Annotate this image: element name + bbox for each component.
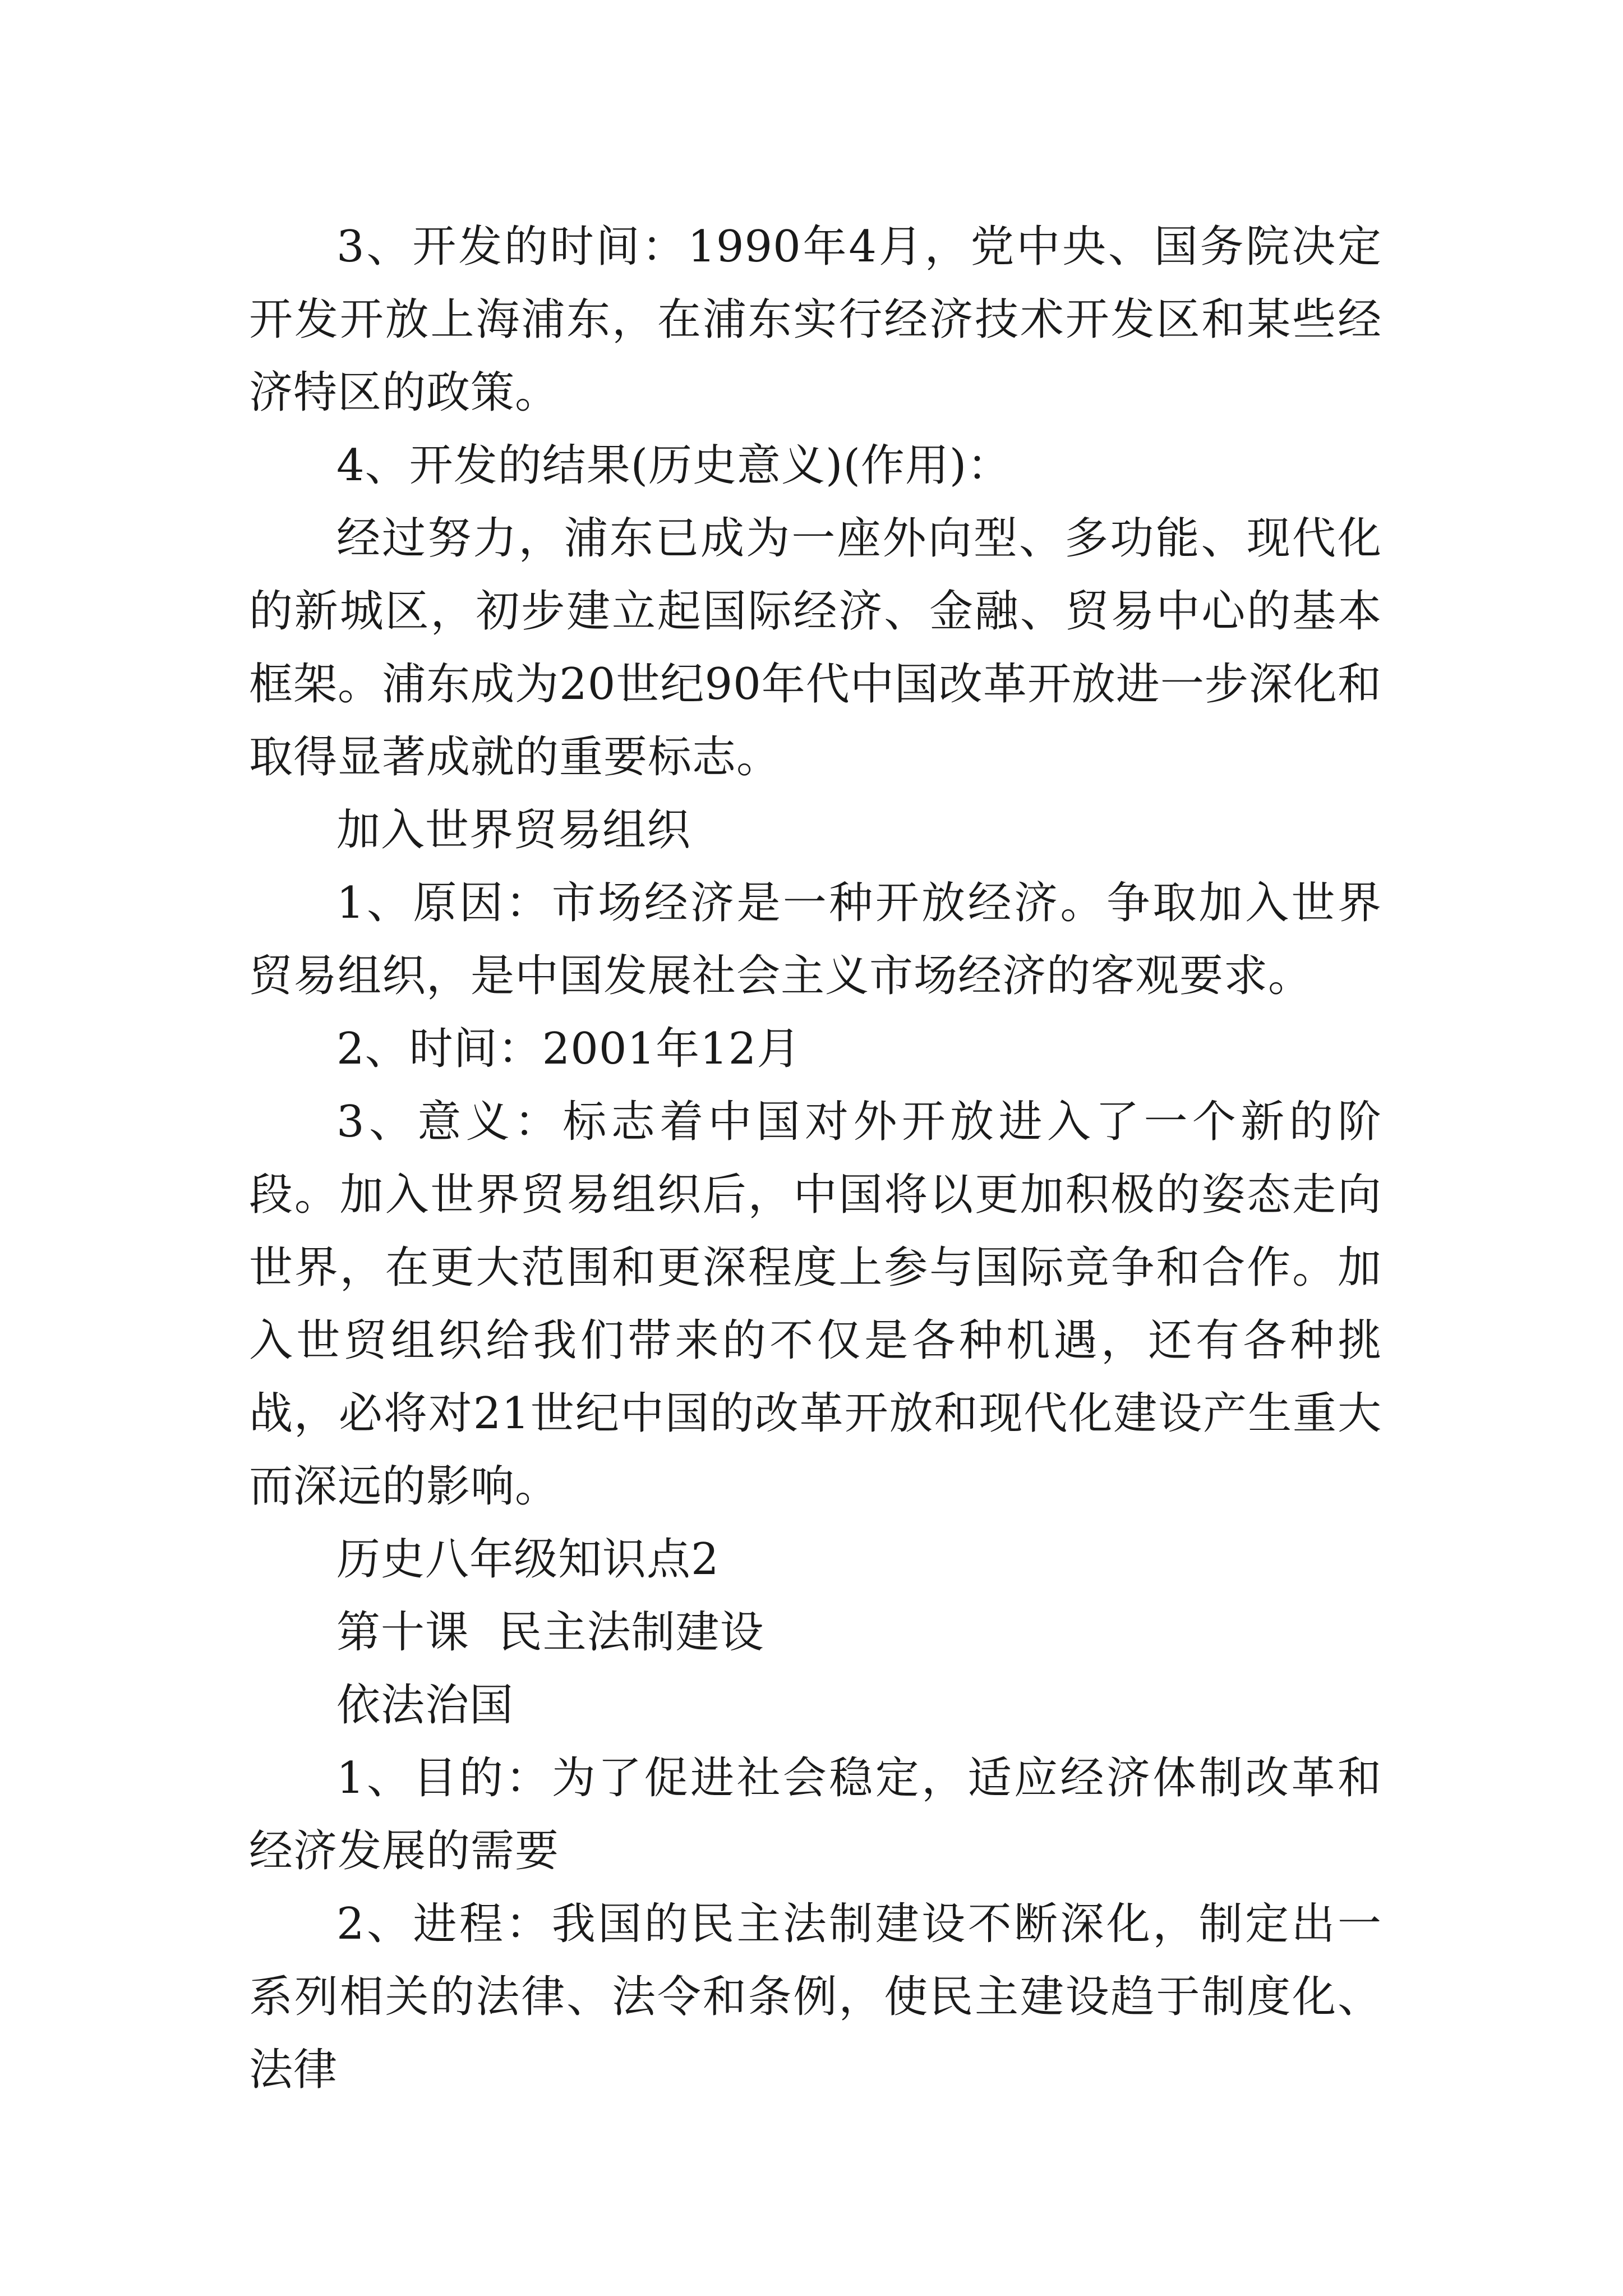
paragraph-rule-of-law-process: 2、进程：我国的民主法制建设不断深化，制定出一系列相关的法律、法令和条例，使民主建设趋于制度化、法律 <box>249 1899 1382 2095</box>
paragraph-pudong-result: 经过努力，浦东已成为一座外向型、多功能、现代化的新城区，初步建立起国际经济、金融、贸易中心的基本框架。浦东成为20世纪90年代中国改革开放进一步深化和取得显著成就的重要标志。 <box>249 513 1382 783</box>
section-heading-knowledge-point: 历史八年级知识点2 <box>336 1534 720 1585</box>
paragraph-pudong-result-heading: 4、开发的结果(历史意义)(作用)： <box>336 440 1012 491</box>
paragraph-wto-reason: 1、原因：市场经济是一种开放经济。争取加入世界贸易组织，是中国发展社会主义市场经济的客观要求。 <box>249 878 1382 1001</box>
paragraph-rule-of-law-purpose: 1、目的：为了促进社会稳定，适应经济体制改革和经济发展的需要 <box>249 1753 1382 1876</box>
paragraph-wto-significance: 3、意义：标志着中国对外开放进入了一个新的阶段。加入世界贸易组织后，中国将以更加积极的姿态走向世界，在更大范围和更深程度上参与国际竞争和合作。加入世贸组织给我们带来的不仅是各种机遇，还有各种挑战，必将对21世纪中国的改革开放和现代化建设产生重大而深远的影响。 <box>249 1097 1382 1512</box>
paragraph-wto-time: 2、时间：2001年12月 <box>336 1024 801 1074</box>
document-body <box>249 210 1382 2106</box>
paragraph-pudong-time: 3、开发的时间：1990年4月，党中央、国务院决定开发开放上海浦东，在浦东实行经济技术开发区和某些经济特区的政策。 <box>249 222 1382 418</box>
lesson-heading: 第十课 民主法制建设 <box>336 1607 764 1658</box>
section-heading-wto: 加入世界贸易组织 <box>336 805 691 855</box>
section-heading-rule-of-law: 依法治国 <box>336 1680 514 1731</box>
